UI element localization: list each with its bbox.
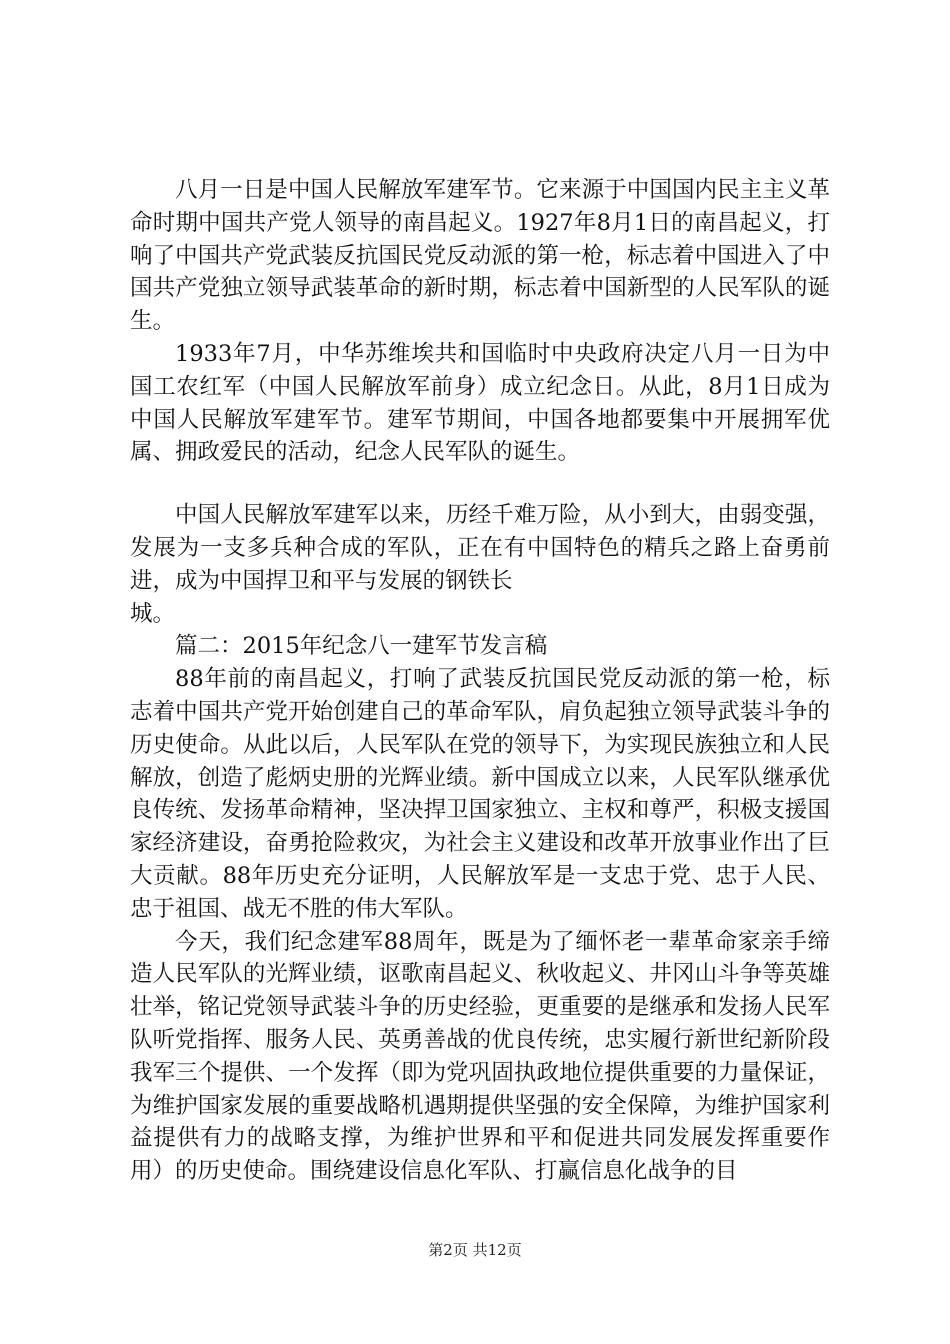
page-indicator: 第2页 共12页 xyxy=(428,1241,522,1259)
paragraph-2: 1933年7月，中华苏维埃共和国临时中央政府决定八月一日为中国工农红军（中国人民解放军前身）成立纪念日。从此，8月1日成为中国人民解放军建军节。建军节期间，中国各地都要集中开展拥军优属、拥政爱民的活动，纪念人民军队的诞生。 xyxy=(130,340,830,466)
document-body xyxy=(130,174,830,1188)
paragraph-4: 88年前的南昌起义，打响了武装反抗国民党反动派的第一枪，标志着中国共产党开始创建自己的革命军队，肩负起独立领导武装斗争的历史使命。从此以后，人民军队在党的领导下，为实现民族独立和人民解放，创造了彪炳史册的光辉业绩。新中国成立以来，人民军队继承优良传统、发扬革命精神，坚决捍卫国家独立、主权和尊严，积极支援国家经济建设，奋勇抢险救灾，为社会主义建设和改革开放事业作出了巨大贡献。88年历史充分证明，人民解放军是一支忠于党、忠于人民、忠于祖国、战无不胜的伟大军队。 xyxy=(130,666,830,922)
paragraph-1: 八月一日是中国人民解放军建军节。它来源于中国国内民主主义革命时期中国共产党人领导的南昌起义。1927年8月1日的南昌起义，打响了中国共产党武装反抗国民党反动派的第一枪，标志着中国进入了中国共产党独立领导武装革命的新时期，标志着中国新型的人民军队的诞生。 xyxy=(130,177,830,335)
paragraph-3-continued: 城。 xyxy=(130,600,176,627)
section-heading: 篇二：2015年纪念八一建军节发言稿 xyxy=(175,633,548,660)
paragraph-3: 中国人民解放军建军以来，历经千难万险，从小到大，由弱变强，发展为一支多兵种合成的军队，正在有中国特色的精兵之路上奋勇前进，成为中国捍卫和平与发展的钢铁长 xyxy=(130,502,830,594)
page-footer xyxy=(0,1239,950,1260)
paragraph-gap xyxy=(130,469,830,499)
paragraph-5: 今天，我们纪念建军88周年，既是为了缅怀老一辈革命家亲手缔造人民军队的光辉业绩，讴歌南昌起义、秋收起义、井冈山斗争等英雄壮举，铭记党领导武装斗争的历史经验，更重要的是继承和发扬人民军队听党指挥、服务人民、英勇善战的优良传统，忠实履行新世纪新阶段我军三个提供、一个发挥（即为党巩固执政地位提供重要的力量保证，为维护国家发展的重要战略机遇期提供坚强的安全保障，为维护国家利益提供有力的战略支撑，为维护世界和平和促进共同发展发挥重要作用）的历史使命。围绕建设信息化军队、打赢信息化战争的目 xyxy=(130,928,830,1185)
